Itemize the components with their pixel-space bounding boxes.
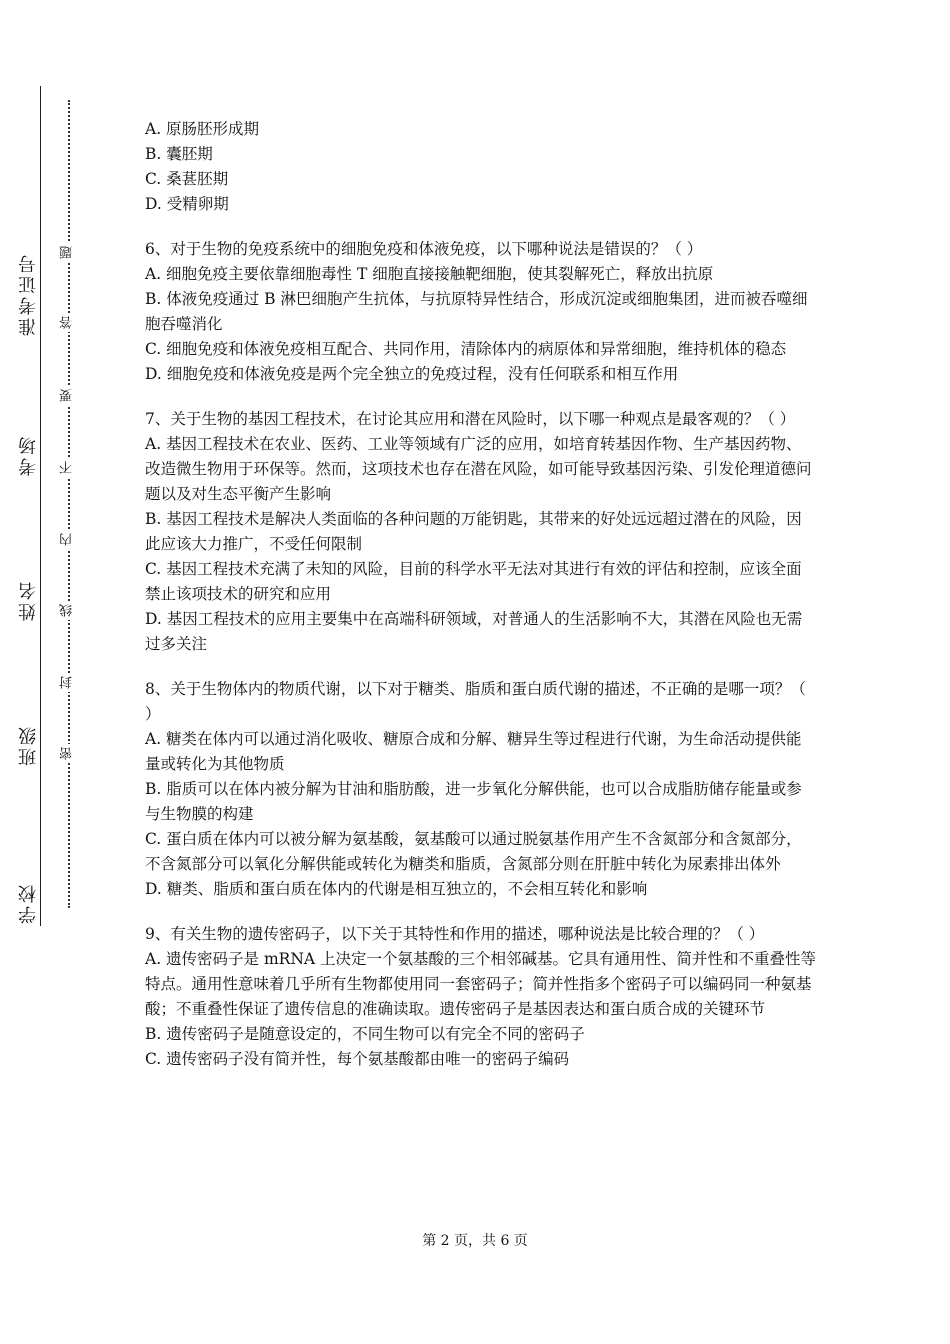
seal-mark: 答 bbox=[61, 313, 75, 332]
option-a: A. 细胞免疫主要依靠细胞毒性 T 细胞直接接触靶细胞，使其裂解死亡，释放出抗原 bbox=[145, 265, 714, 283]
exam-number-label: 准考证号 bbox=[18, 252, 39, 336]
option-d: D. 糖类、脂质和蛋白质在体内的代谢是相互独立的，不会相互转化和影响 bbox=[145, 880, 648, 898]
option-c: C. 基因工程技术充满了未知的风险，目前的科学水平无法对其进行有效的评估和控制，应该全面禁止该项技术的研究和应用 bbox=[145, 560, 802, 603]
question-stem: 9、有关生物的遗传密码子，以下关于其特性和作用的描述，哪种说法是比较合理的？（ ） bbox=[145, 925, 765, 943]
question-9 bbox=[145, 922, 817, 1072]
question-stem: 8、关于生物体内的物质代谢，以下对于糖类、脂质和蛋白质代谢的描述，不正确的是哪一项？（ ） bbox=[145, 680, 806, 723]
seal-mark: 密 bbox=[61, 744, 75, 763]
previous-question-options bbox=[145, 117, 817, 217]
page-number-footer: 第 2 页，共 6 页 bbox=[422, 1233, 528, 1249]
option-b: B. 基因工程技术是解决人类面临的各种问题的万能钥匙，其带来的好处远远超过潜在的风险，因此应该大力推广，不受任何限制 bbox=[145, 510, 802, 553]
seal-mark: 题 bbox=[61, 243, 75, 262]
seal-mark: 要 bbox=[61, 386, 75, 405]
option-a: A. 糖类在体内可以通过消化吸收、糖原合成和分解、糖异生等过程进行代谢，为生命活动提供能量或转化为其他物质 bbox=[145, 730, 802, 773]
option-c: C. 蛋白质在体内可以被分解为氨基酸，氨基酸可以通过脱氨基作用产生不含氮部分和含氮部分，不含氮部分可以氧化分解供能或转化为糖类和脂质，含氮部分则在肝脏中转化为尿素排出体外 bbox=[145, 830, 802, 873]
school-label: 学校 bbox=[18, 882, 39, 924]
question-stem: 6、对于生物的免疫系统中的细胞免疫和体液免疫，以下哪种说法是错误的？（ ） bbox=[145, 240, 703, 258]
option-d: D. 基因工程技术的应用主要集中在高端科研领域，对普通人的生活影响不大，其潜在风险也无需过多关注 bbox=[145, 610, 803, 653]
seal-mark: 不 bbox=[61, 458, 75, 477]
option-b: B. 遗传密码子是随意设定的，不同生物可以有完全不同的密码子 bbox=[145, 1025, 585, 1043]
option-c: C. 桑葚胚期 bbox=[145, 170, 229, 188]
question-8 bbox=[145, 677, 817, 902]
option-d: D. 受精卵期 bbox=[145, 195, 229, 213]
option-d: D. 细胞免疫和体液免疫是两个完全独立的免疫过程，没有任何联系和相互作用 bbox=[145, 365, 679, 383]
name-label: 姓名 bbox=[18, 579, 39, 621]
seal-mark: 封 bbox=[61, 673, 75, 692]
option-a: A. 基因工程技术在农业、医药、工业等领域有广泛的应用，如培育转基因作物、生产基因药物、改造微生物用于环保等。然而，这项技术也存在潜在风险，如可能导致基因污染、引发伦理道德问题以及对生态平衡产生影响 bbox=[145, 435, 812, 503]
class-label: 班级 bbox=[18, 724, 39, 766]
option-c: C. 遗传密码子没有简并性，每个氨基酸都由唯一的密码子编码 bbox=[145, 1050, 570, 1068]
binding-line-dotted bbox=[68, 100, 70, 908]
option-c: C. 细胞免疫和体液免疫相互配合、共同作用，清除体内的病原体和异常细胞，维持机体的稳态 bbox=[145, 340, 787, 358]
binding-line-solid bbox=[40, 86, 41, 926]
option-b: B. 囊胚期 bbox=[145, 145, 213, 163]
option-a: A. 原肠胚形成期 bbox=[145, 120, 260, 138]
question-6 bbox=[145, 237, 817, 387]
option-b: B. 体液免疫通过 B 淋巴细胞产生抗体，与抗原特异性结合，形成沉淀或细胞集团，进而被吞噬细胞吞噬消化 bbox=[145, 290, 808, 333]
exam-room-label: 考场 bbox=[18, 434, 39, 476]
exam-content bbox=[145, 117, 817, 1072]
seal-mark: 内 bbox=[61, 530, 75, 549]
seal-mark: 线 bbox=[61, 601, 75, 620]
option-b: B. 脂质可以在体内被分解为甘油和脂肪酸，进一步氧化分解供能，也可以合成脂肪储存能量或参与生物膜的构建 bbox=[145, 780, 802, 823]
question-stem: 7、关于生物的基因工程技术，在讨论其应用和潜在风险时，以下哪一种观点是最客观的？（ ） bbox=[145, 410, 796, 428]
question-7 bbox=[145, 407, 817, 657]
option-a: A. 遗传密码子是 mRNA 上决定一个氨基酸的三个相邻碱基。它具有通用性、简并性和不重叠性等特点。通用性意味着几乎所有生物都使用同一套密码子；简并性指多个密码子可以编码同一种氨基酸；不重叠性保证了遗传信息的准确读取。遗传密码子是基因表达和蛋白质合成的关键环节 bbox=[145, 950, 817, 1018]
